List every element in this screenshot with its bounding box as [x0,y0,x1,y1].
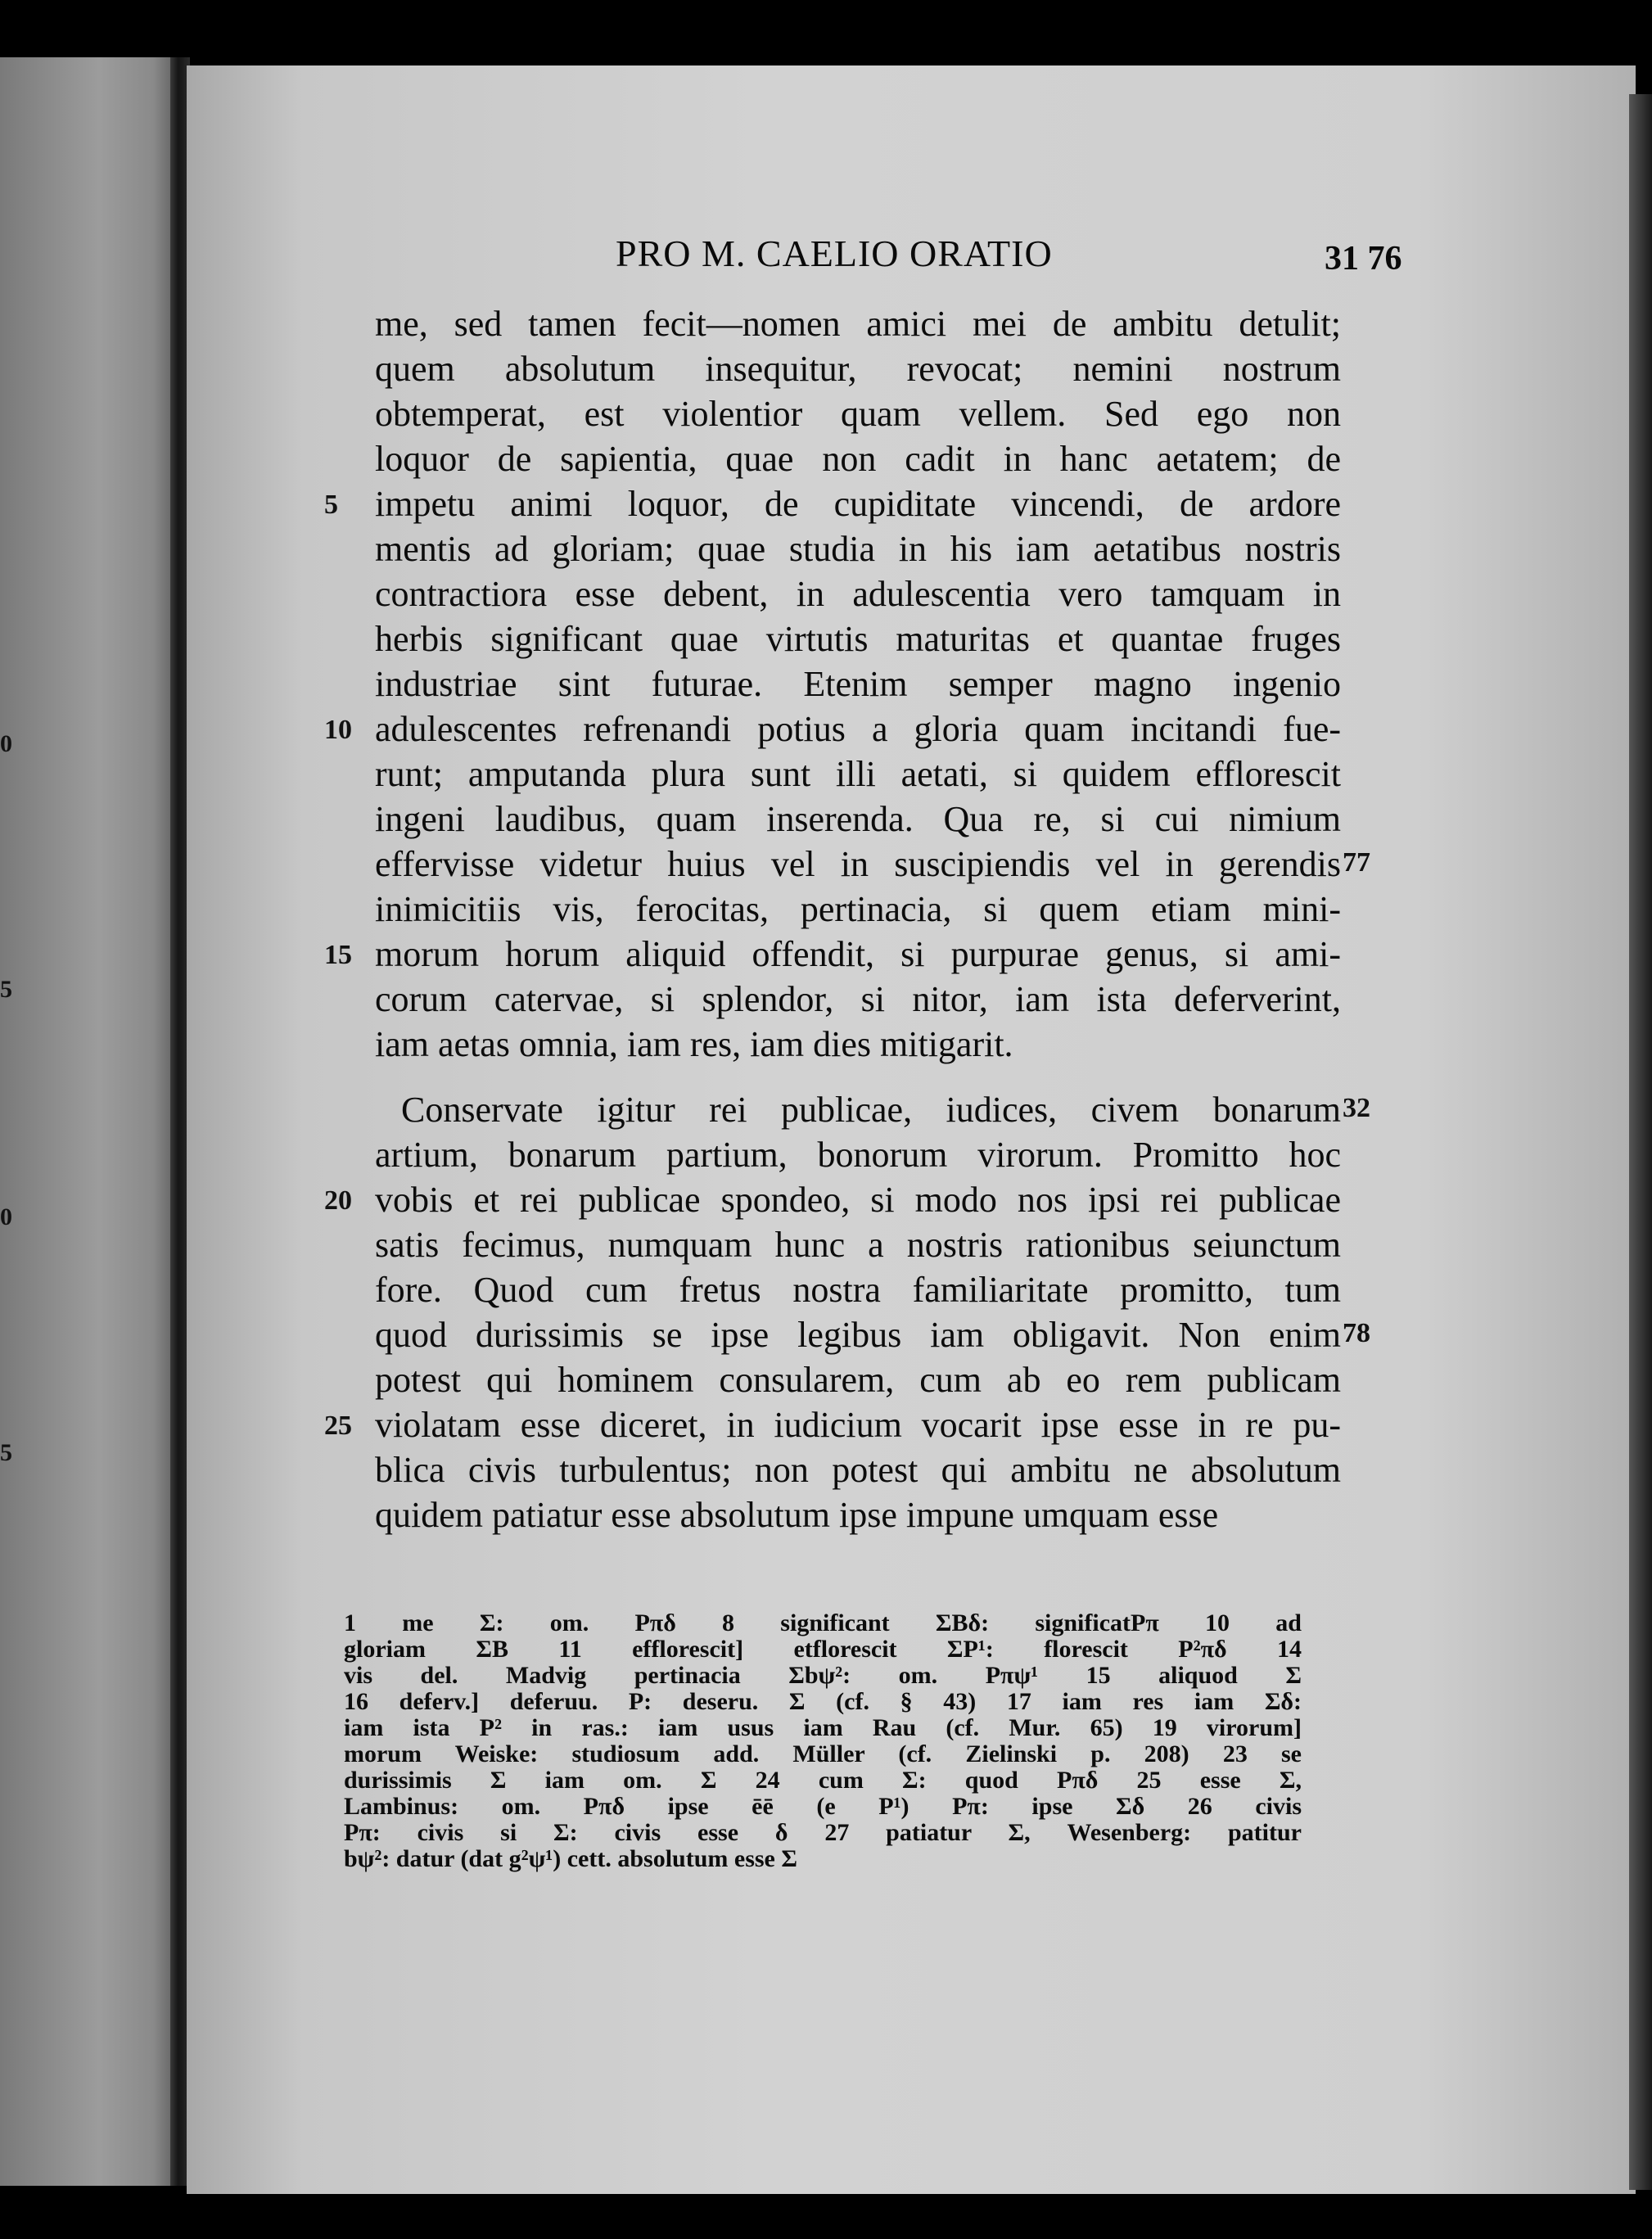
text-line: inimicitiis vis, ferocitas, pertinacia, si quem etiam mini- [375,889,1341,929]
text-line: runt; amputanda plura sunt illi aetati, si quidem efflorescit [375,754,1341,794]
text-line: violatam esse diceret, in iudicium vocarit ipse esse in re pu- [375,1405,1341,1445]
apparatus-line: gloriam ΣB 11 efflorescit] etflorescit ΣP¹: florescit P²πδ 14 [344,1636,1302,1663]
line-number: 10 [324,715,352,745]
left-line-number: 5 [0,1439,12,1466]
text-line: corum catervae, si splendor, si nitor, iam ista deferverint, [375,979,1341,1019]
line-number: 25 [324,1411,352,1441]
text-line: industriae sint futurae. Etenim semper magno ingenio [375,664,1341,704]
text-line: blica civis turbulentus; non potest qui ambitu ne absolutum [375,1450,1341,1490]
text-line: herbis significant quae virtutis maturitas et quantae fruges [375,619,1341,659]
page-edge-shadow [1629,94,1652,2190]
apparatus-line: vis del. Madvig pertinacia Σbψ²: om. Pπψ¹ 15 aliquod Σ [344,1662,1302,1689]
apparatus-line: bψ²: datur (dat g²ψ¹) cett. absolutum esse Σ [344,1845,797,1872]
left-line-number: 0 [0,1203,12,1230]
text-line: quidem patiatur esse absolutum ipse impune umquam esse [375,1495,1219,1535]
apparatus-line: durissimis Σ iam om. Σ 24 cum Σ: quod Pπδ 25 esse Σ, [344,1767,1302,1794]
section-number: 77 [1343,847,1370,878]
text-line: ingeni laudibus, quam inserenda. Qua re, si cui nimium [375,799,1341,839]
text-line: quem absolutum insequitur, revocat; nemini nostrum [375,349,1341,389]
text-line: impetu animi loquor, de cupiditate vincendi, de ardore [375,484,1341,524]
text-line: satis fecimus, numquam hunc a nostris rationibus seiunctum [375,1225,1341,1265]
apparatus-line: iam ista P² in ras.: iam usus iam Rau (cf. Mur. 65) 19 virorum] [344,1714,1302,1741]
page-number: 31 76 [1325,240,1402,278]
apparatus-line: 16 deferv.] deferuu. P: deseru. Σ (cf. § 43) 17 iam res iam Σδ: [344,1688,1302,1715]
apparatus-line: Pπ: civis si Σ: civis esse δ 27 patiatur Σ, Wesenberg: patitur [344,1819,1302,1846]
text-line: vobis et rei publicae spondeo, si modo nos ipsi rei publicae [375,1180,1341,1220]
text-line: mentis ad gloriam; quae studia in his iam aetatibus nostris [375,529,1341,569]
text-line: quod durissimis se ipse legibus iam obligavit. Non enim [375,1315,1341,1355]
text-line: adulescentes refrenandi potius a gloria quam incitandi fue- [375,709,1341,749]
apparatus-line: 1 me Σ: om. Pπδ 8 significant ΣBδ: significatPπ 10 ad [344,1609,1302,1636]
apparatus-line: morum Weiske: studiosum add. Müller (cf. Zielinski p. 208) 23 se [344,1740,1302,1767]
section-number: 78 [1343,1318,1370,1348]
apparatus-line: Lambinus: om. Pπδ ipse ēē (e P¹) Pπ: ipse Σδ 26 civis [344,1793,1302,1820]
running-head: PRO M. CAELIO ORATIO [616,232,1053,274]
left-line-number: 0 [0,730,12,757]
text-line: obtemperat, est violentior quam vellem. Sed ego non [375,394,1341,434]
left-page-margin [0,57,180,2186]
text-line: contractiora esse debent, in adulescentia vero tamquam in [375,574,1341,614]
text-line: potest qui hominem consularem, cum ab eo rem publicam [375,1360,1341,1400]
text-line: artium, bonarum partium, bonorum virorum. Promitto hoc [375,1135,1341,1175]
text-line: effervisse videtur huius vel in suscipiendis vel in gerendis [375,844,1341,884]
text-line: morum horum aliquid offendit, si purpurae genus, si ami- [375,934,1341,974]
line-number: 15 [324,940,352,970]
section-number: 32 [1343,1093,1370,1123]
text-line: me, sed tamen fecit—nomen amici mei de ambitu detulit; [375,304,1341,344]
line-number: 5 [324,490,338,520]
text-line: Conservate igitur rei publicae, iudices, civem bonarum [401,1090,1341,1130]
left-line-number: 5 [0,976,12,1003]
text-line: iam aetas omnia, iam res, iam dies mitigarit. [375,1024,1013,1064]
text-line: fore. Quod cum fretus nostra familiaritate promitto, tum [375,1270,1341,1310]
text-line: loquor de sapientia, quae non cadit in hanc aetatem; de [375,439,1341,479]
line-number: 20 [324,1185,352,1216]
